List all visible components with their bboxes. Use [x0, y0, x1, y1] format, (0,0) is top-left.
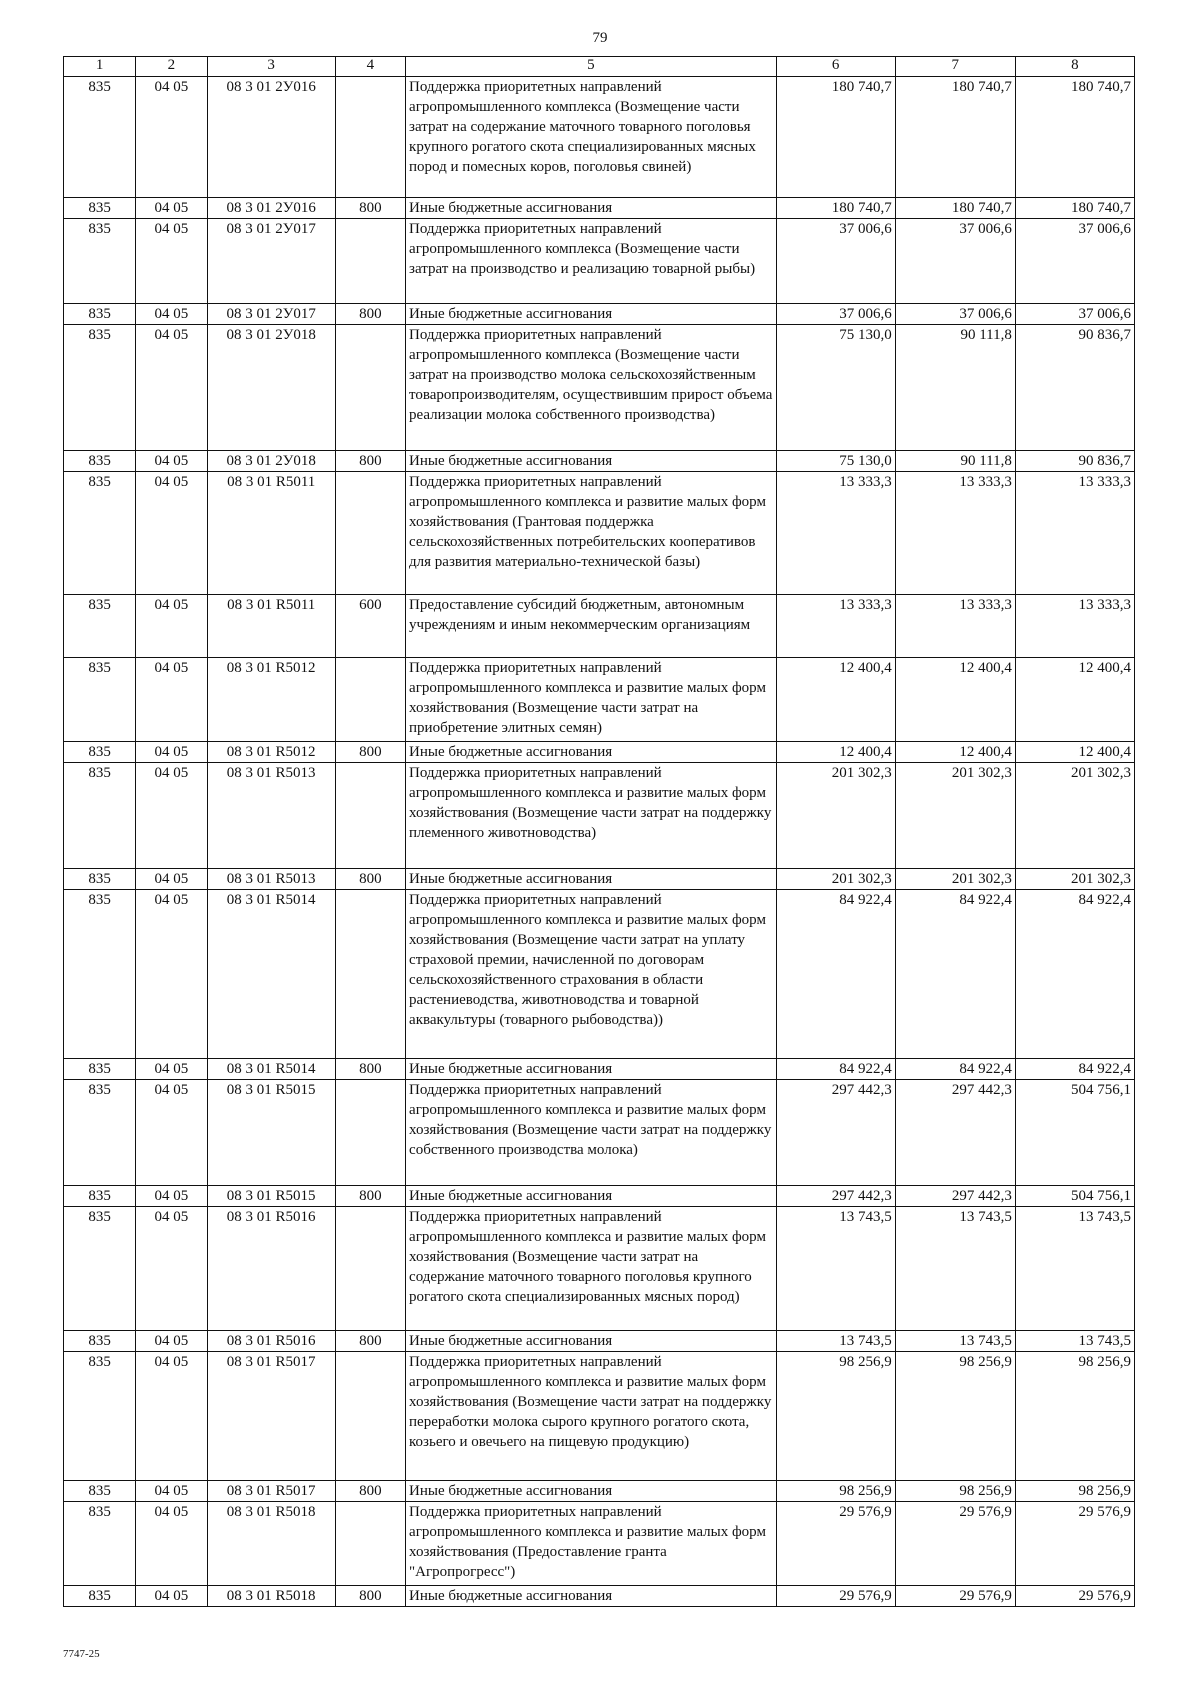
description-cell: Иные бюджетные ассигнования	[406, 1186, 777, 1207]
table-row	[64, 77, 1135, 198]
section-code-cell: 04 05	[136, 304, 207, 325]
table-row	[64, 1059, 1135, 1080]
page-number: 79	[592, 30, 608, 46]
amount-year2-cell: 180 740,7	[895, 198, 1015, 219]
target-article-cell: 08 3 01 R5016	[207, 1331, 335, 1352]
section-code-cell: 04 05	[136, 77, 207, 198]
amount-year3-cell: 180 740,7	[1015, 77, 1134, 198]
description-cell: Иные бюджетные ассигнования	[406, 1059, 777, 1080]
ministry-code-cell: 835	[64, 77, 136, 198]
table-row	[64, 325, 1135, 451]
amount-year3-cell: 98 256,9	[1015, 1481, 1134, 1502]
section-code-cell: 04 05	[136, 1080, 207, 1186]
amount-year1-cell: 37 006,6	[776, 304, 895, 325]
amount-year1-cell: 180 740,7	[776, 77, 895, 198]
table-body	[64, 77, 1135, 1607]
ministry-code-cell: 835	[64, 1502, 136, 1586]
ministry-code-cell: 835	[64, 472, 136, 595]
amount-year2-cell: 98 256,9	[895, 1481, 1015, 1502]
expense-type-cell	[335, 1207, 405, 1331]
description-cell: Иные бюджетные ассигнования	[406, 198, 777, 219]
amount-year2-cell: 84 922,4	[895, 1059, 1015, 1080]
table-row	[64, 198, 1135, 219]
description-cell: Поддержка приоритетных направлений агропромышленного комплекса и развитие малых форм хозяйствования (Возмещение части затрат на поддержку племенного животноводства)	[406, 763, 777, 869]
expense-type-cell: 800	[335, 304, 405, 325]
target-article-cell: 08 3 01 R5016	[207, 1207, 335, 1331]
amount-year1-cell: 29 576,9	[776, 1586, 895, 1607]
ministry-code-cell: 835	[64, 1352, 136, 1481]
amount-year2-cell: 297 442,3	[895, 1186, 1015, 1207]
target-article-cell: 08 3 01 2У016	[207, 77, 335, 198]
table-row	[64, 869, 1135, 890]
expense-type-cell	[335, 219, 405, 304]
section-code-cell: 04 05	[136, 1331, 207, 1352]
table-header-row	[64, 57, 1135, 77]
ministry-code-cell: 835	[64, 890, 136, 1059]
table-row	[64, 472, 1135, 595]
column-header: 7	[895, 57, 1015, 77]
column-header: 6	[776, 57, 895, 77]
section-code-cell: 04 05	[136, 1352, 207, 1481]
target-article-cell: 08 3 01 R5011	[207, 472, 335, 595]
section-code-cell: 04 05	[136, 1586, 207, 1607]
amount-year3-cell: 29 576,9	[1015, 1502, 1134, 1586]
amount-year2-cell: 90 111,8	[895, 451, 1015, 472]
ministry-code-cell: 835	[64, 1207, 136, 1331]
column-header: 4	[335, 57, 405, 77]
amount-year1-cell: 84 922,4	[776, 890, 895, 1059]
target-article-cell: 08 3 01 R5018	[207, 1586, 335, 1607]
expense-type-cell: 800	[335, 198, 405, 219]
amount-year1-cell: 98 256,9	[776, 1352, 895, 1481]
amount-year1-cell: 13 743,5	[776, 1207, 895, 1331]
amount-year1-cell: 13 333,3	[776, 472, 895, 595]
amount-year3-cell: 201 302,3	[1015, 869, 1134, 890]
amount-year3-cell: 13 743,5	[1015, 1331, 1134, 1352]
section-code-cell: 04 05	[136, 658, 207, 742]
description-cell: Иные бюджетные ассигнования	[406, 742, 777, 763]
amount-year1-cell: 297 442,3	[776, 1186, 895, 1207]
amount-year3-cell: 504 756,1	[1015, 1080, 1134, 1186]
amount-year1-cell: 12 400,4	[776, 742, 895, 763]
expense-type-cell	[335, 325, 405, 451]
amount-year3-cell: 180 740,7	[1015, 198, 1134, 219]
amount-year3-cell: 37 006,6	[1015, 304, 1134, 325]
expense-type-cell: 800	[335, 1481, 405, 1502]
target-article-cell: 08 3 01 2У017	[207, 219, 335, 304]
amount-year3-cell: 12 400,4	[1015, 658, 1134, 742]
description-cell: Поддержка приоритетных направлений агропромышленного комплекса (Возмещение части затрат на производство и реализацию товарной рыбы)	[406, 219, 777, 304]
amount-year1-cell: 12 400,4	[776, 658, 895, 742]
expense-type-cell: 800	[335, 1586, 405, 1607]
amount-year1-cell: 201 302,3	[776, 869, 895, 890]
target-article-cell: 08 3 01 R5013	[207, 763, 335, 869]
column-header: 3	[207, 57, 335, 77]
description-cell: Поддержка приоритетных направлений агропромышленного комплекса и развитие малых форм хозяйствования (Грантовая поддержка сельскохозяйственных потребительских кооперативов для развития материально-технической базы)	[406, 472, 777, 595]
table-row	[64, 1331, 1135, 1352]
target-article-cell: 08 3 01 R5015	[207, 1080, 335, 1186]
amount-year2-cell: 180 740,7	[895, 77, 1015, 198]
ministry-code-cell: 835	[64, 1059, 136, 1080]
ministry-code-cell: 835	[64, 658, 136, 742]
column-header: 8	[1015, 57, 1134, 77]
amount-year1-cell: 98 256,9	[776, 1481, 895, 1502]
footer-code: 7747-25	[63, 1648, 100, 1660]
target-article-cell: 08 3 01 R5013	[207, 869, 335, 890]
ministry-code-cell: 835	[64, 304, 136, 325]
column-header: 2	[136, 57, 207, 77]
target-article-cell: 08 3 01 2У018	[207, 325, 335, 451]
amount-year1-cell: 75 130,0	[776, 325, 895, 451]
description-cell: Поддержка приоритетных направлений агропромышленного комплекса и развитие малых форм хозяйствования (Предоставление гранта "Агропрогресс")	[406, 1502, 777, 1586]
ministry-code-cell: 835	[64, 1481, 136, 1502]
table-row	[64, 1080, 1135, 1186]
amount-year2-cell: 84 922,4	[895, 890, 1015, 1059]
section-code-cell: 04 05	[136, 742, 207, 763]
table-row	[64, 763, 1135, 869]
target-article-cell: 08 3 01 R5015	[207, 1186, 335, 1207]
amount-year3-cell: 84 922,4	[1015, 1059, 1134, 1080]
amount-year1-cell: 37 006,6	[776, 219, 895, 304]
ministry-code-cell: 835	[64, 1331, 136, 1352]
target-article-cell: 08 3 01 2У017	[207, 304, 335, 325]
amount-year3-cell: 13 333,3	[1015, 595, 1134, 658]
amount-year1-cell: 29 576,9	[776, 1502, 895, 1586]
target-article-cell: 08 3 01 R5017	[207, 1352, 335, 1481]
section-code-cell: 04 05	[136, 1207, 207, 1331]
section-code-cell: 04 05	[136, 869, 207, 890]
amount-year2-cell: 13 333,3	[895, 595, 1015, 658]
description-cell: Поддержка приоритетных направлений агропромышленного комплекса и развитие малых форм хозяйствования (Возмещение части затрат на поддержку собственного производства молока)	[406, 1080, 777, 1186]
amount-year3-cell: 504 756,1	[1015, 1186, 1134, 1207]
table-row	[64, 451, 1135, 472]
description-cell: Предоставление субсидий бюджетным, автономным учреждениям и иным некоммерческим организациям	[406, 595, 777, 658]
expense-type-cell	[335, 1352, 405, 1481]
target-article-cell: 08 3 01 2У018	[207, 451, 335, 472]
section-code-cell: 04 05	[136, 1059, 207, 1080]
column-header: 5	[406, 57, 777, 77]
description-cell: Иные бюджетные ассигнования	[406, 1586, 777, 1607]
table-row	[64, 1186, 1135, 1207]
ministry-code-cell: 835	[64, 1080, 136, 1186]
amount-year3-cell: 90 836,7	[1015, 325, 1134, 451]
amount-year2-cell: 90 111,8	[895, 325, 1015, 451]
description-cell: Поддержка приоритетных направлений агропромышленного комплекса и развитие малых форм хозяйствования (Возмещение части затрат на содержание маточного товарного поголовья крупного рогатого скота специализированных мясных пород)	[406, 1207, 777, 1331]
amount-year3-cell: 98 256,9	[1015, 1352, 1134, 1481]
target-article-cell: 08 3 01 2У016	[207, 198, 335, 219]
amount-year2-cell: 13 333,3	[895, 472, 1015, 595]
description-cell: Иные бюджетные ассигнования	[406, 869, 777, 890]
amount-year1-cell: 84 922,4	[776, 1059, 895, 1080]
target-article-cell: 08 3 01 R5017	[207, 1481, 335, 1502]
amount-year1-cell: 75 130,0	[776, 451, 895, 472]
amount-year2-cell: 29 576,9	[895, 1502, 1015, 1586]
description-cell: Поддержка приоритетных направлений агропромышленного комплекса и развитие малых форм хозяйствования (Возмещение части затрат на уплату страховой премии, начисленной по договорам сельскохозяйственного страхования в области растениеводства, животноводства и товарной аквакультуры (товарного рыбоводства))	[406, 890, 777, 1059]
section-code-cell: 04 05	[136, 325, 207, 451]
description-cell: Поддержка приоритетных направлений агропромышленного комплекса и развитие малых форм хозяйствования (Возмещение части затрат на поддержку переработки молока сырого крупного рогатого скота, козьего и овечьего на пищевую продукцию)	[406, 1352, 777, 1481]
table-row	[64, 890, 1135, 1059]
target-article-cell: 08 3 01 R5014	[207, 1059, 335, 1080]
ministry-code-cell: 835	[64, 763, 136, 869]
table-row	[64, 1481, 1135, 1502]
amount-year3-cell: 84 922,4	[1015, 890, 1134, 1059]
budget-table	[63, 56, 1135, 1607]
section-code-cell: 04 05	[136, 595, 207, 658]
ministry-code-cell: 835	[64, 742, 136, 763]
section-code-cell: 04 05	[136, 219, 207, 304]
amount-year2-cell: 37 006,6	[895, 219, 1015, 304]
amount-year1-cell: 13 333,3	[776, 595, 895, 658]
table-row	[64, 1586, 1135, 1607]
table-row	[64, 219, 1135, 304]
amount-year2-cell: 37 006,6	[895, 304, 1015, 325]
amount-year2-cell: 201 302,3	[895, 763, 1015, 869]
amount-year2-cell: 297 442,3	[895, 1080, 1015, 1186]
amount-year2-cell: 13 743,5	[895, 1207, 1015, 1331]
section-code-cell: 04 05	[136, 198, 207, 219]
description-cell: Поддержка приоритетных направлений агропромышленного комплекса и развитие малых форм хозяйствования (Возмещение части затрат на приобретение элитных семян)	[406, 658, 777, 742]
amount-year3-cell: 90 836,7	[1015, 451, 1134, 472]
expense-type-cell: 800	[335, 1331, 405, 1352]
table-row	[64, 658, 1135, 742]
amount-year2-cell: 29 576,9	[895, 1586, 1015, 1607]
table-row	[64, 595, 1135, 658]
amount-year1-cell: 13 743,5	[776, 1331, 895, 1352]
description-cell: Поддержка приоритетных направлений агропромышленного комплекса (Возмещение части затрат на содержание маточного товарного поголовья крупного рогатого скота специализированных мясных пород и помесных коров, поголовья свиней)	[406, 77, 777, 198]
description-cell: Поддержка приоритетных направлений агропромышленного комплекса (Возмещение части затрат на производство молока сельскохозяйственным товаропроизводителям, осуществившим прирост объема реализации молока собственного производства)	[406, 325, 777, 451]
expense-type-cell: 800	[335, 451, 405, 472]
section-code-cell: 04 05	[136, 1186, 207, 1207]
amount-year3-cell: 201 302,3	[1015, 763, 1134, 869]
amount-year2-cell: 12 400,4	[895, 658, 1015, 742]
amount-year2-cell: 13 743,5	[895, 1331, 1015, 1352]
expense-type-cell: 600	[335, 595, 405, 658]
ministry-code-cell: 835	[64, 219, 136, 304]
amount-year3-cell: 29 576,9	[1015, 1586, 1134, 1607]
table-row	[64, 304, 1135, 325]
expense-type-cell	[335, 763, 405, 869]
amount-year3-cell: 12 400,4	[1015, 742, 1134, 763]
ministry-code-cell: 835	[64, 1586, 136, 1607]
amount-year2-cell: 98 256,9	[895, 1352, 1015, 1481]
ministry-code-cell: 835	[64, 198, 136, 219]
target-article-cell: 08 3 01 R5011	[207, 595, 335, 658]
table-row	[64, 742, 1135, 763]
amount-year1-cell: 180 740,7	[776, 198, 895, 219]
amount-year1-cell: 201 302,3	[776, 763, 895, 869]
description-cell: Иные бюджетные ассигнования	[406, 304, 777, 325]
section-code-cell: 04 05	[136, 1481, 207, 1502]
section-code-cell: 04 05	[136, 763, 207, 869]
expense-type-cell	[335, 658, 405, 742]
ministry-code-cell: 835	[64, 325, 136, 451]
amount-year2-cell: 12 400,4	[895, 742, 1015, 763]
target-article-cell: 08 3 01 R5012	[207, 658, 335, 742]
target-article-cell: 08 3 01 R5018	[207, 1502, 335, 1586]
description-cell: Иные бюджетные ассигнования	[406, 1481, 777, 1502]
section-code-cell: 04 05	[136, 890, 207, 1059]
table-row	[64, 1352, 1135, 1481]
expense-type-cell	[335, 1502, 405, 1586]
section-code-cell: 04 05	[136, 451, 207, 472]
description-cell: Иные бюджетные ассигнования	[406, 1331, 777, 1352]
amount-year2-cell: 201 302,3	[895, 869, 1015, 890]
amount-year3-cell: 37 006,6	[1015, 219, 1134, 304]
table-row	[64, 1207, 1135, 1331]
expense-type-cell	[335, 1080, 405, 1186]
column-header: 1	[64, 57, 136, 77]
expense-type-cell: 800	[335, 742, 405, 763]
target-article-cell: 08 3 01 R5012	[207, 742, 335, 763]
section-code-cell: 04 05	[136, 1502, 207, 1586]
ministry-code-cell: 835	[64, 869, 136, 890]
target-article-cell: 08 3 01 R5014	[207, 890, 335, 1059]
section-code-cell: 04 05	[136, 472, 207, 595]
amount-year3-cell: 13 333,3	[1015, 472, 1134, 595]
expense-type-cell	[335, 77, 405, 198]
expense-type-cell: 800	[335, 1186, 405, 1207]
expense-type-cell: 800	[335, 869, 405, 890]
ministry-code-cell: 835	[64, 451, 136, 472]
description-cell: Иные бюджетные ассигнования	[406, 451, 777, 472]
ministry-code-cell: 835	[64, 595, 136, 658]
ministry-code-cell: 835	[64, 1186, 136, 1207]
amount-year1-cell: 297 442,3	[776, 1080, 895, 1186]
amount-year3-cell: 13 743,5	[1015, 1207, 1134, 1331]
expense-type-cell: 800	[335, 1059, 405, 1080]
expense-type-cell	[335, 472, 405, 595]
expense-type-cell	[335, 890, 405, 1059]
table-row	[64, 1502, 1135, 1586]
